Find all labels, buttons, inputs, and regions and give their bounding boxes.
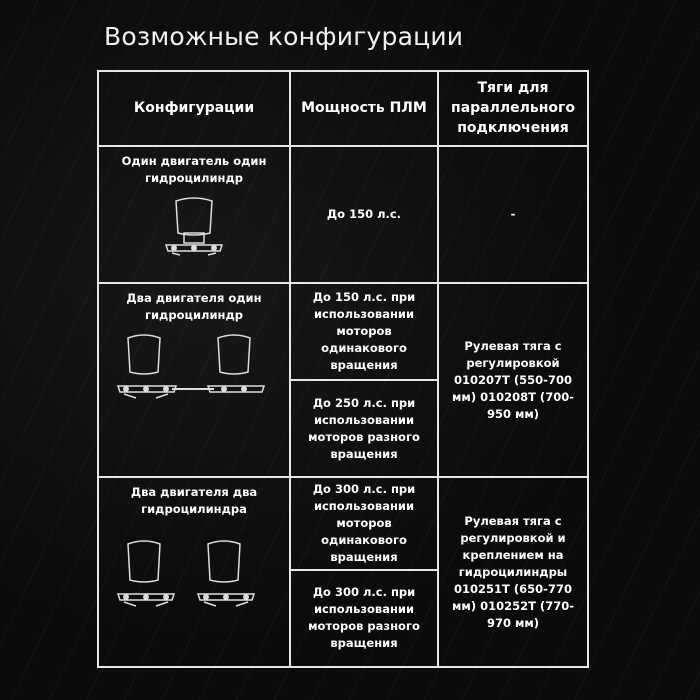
power-cell <box>290 380 438 477</box>
rods-cell <box>438 477 588 667</box>
header-power-label: Мощность ПЛМ <box>301 100 427 117</box>
config-label: Один двигатель один гидроцилиндр <box>121 153 267 185</box>
config-label: Два двигателя два гидроцилиндра <box>130 485 258 517</box>
power-cell <box>290 477 438 570</box>
header-rods-label: Тяги для параллельного подключения <box>451 80 575 137</box>
config-cell <box>98 283 290 477</box>
power-value: До 150 л.с. при использовании моторов одинакового вращения <box>312 290 416 373</box>
rods-value: - <box>510 206 516 221</box>
table-row <box>98 477 588 570</box>
rods-cell <box>438 283 588 477</box>
power-value: До 300 л.с. при использовании моторов одинакового вращения <box>312 482 416 565</box>
two-engines-two-cylinders-diagram-icon <box>114 536 274 620</box>
table-row <box>98 283 588 380</box>
configurations-table <box>97 70 589 668</box>
header-config-label: Конфигурации <box>133 100 255 117</box>
header-power <box>290 71 438 146</box>
two-engines-one-cylinder-diagram-icon <box>114 330 274 410</box>
config-label: Два двигателя один гидроцилиндр <box>126 291 262 323</box>
rods-value: Рулевая тяга с регулировкой и креплением на гидроцилиндры 010251Т (650-770 мм) 010252Т (770-970 мм) <box>452 513 574 630</box>
single-engine-diagram-icon <box>154 193 234 263</box>
power-value: До 250 л.с. при использовании моторов разного вращения <box>308 395 420 461</box>
config-cell <box>98 477 290 667</box>
page-title: Возможные конфигурации <box>104 22 464 51</box>
rods-cell <box>438 146 588 283</box>
table-header-row <box>98 71 588 146</box>
power-cell <box>290 283 438 380</box>
power-value: До 150 л.с. <box>326 206 402 221</box>
rods-value: Рулевая тяга с регулировкой 010207Т (550-700 мм) 010208Т (700-950 мм) <box>452 338 574 421</box>
power-value: До 300 л.с. при использовании моторов разного вращения <box>308 585 420 651</box>
table-row <box>98 146 588 283</box>
power-cell <box>290 570 438 667</box>
header-rods <box>438 71 588 146</box>
header-config <box>98 71 290 146</box>
power-cell <box>290 146 438 283</box>
config-cell <box>98 146 290 283</box>
